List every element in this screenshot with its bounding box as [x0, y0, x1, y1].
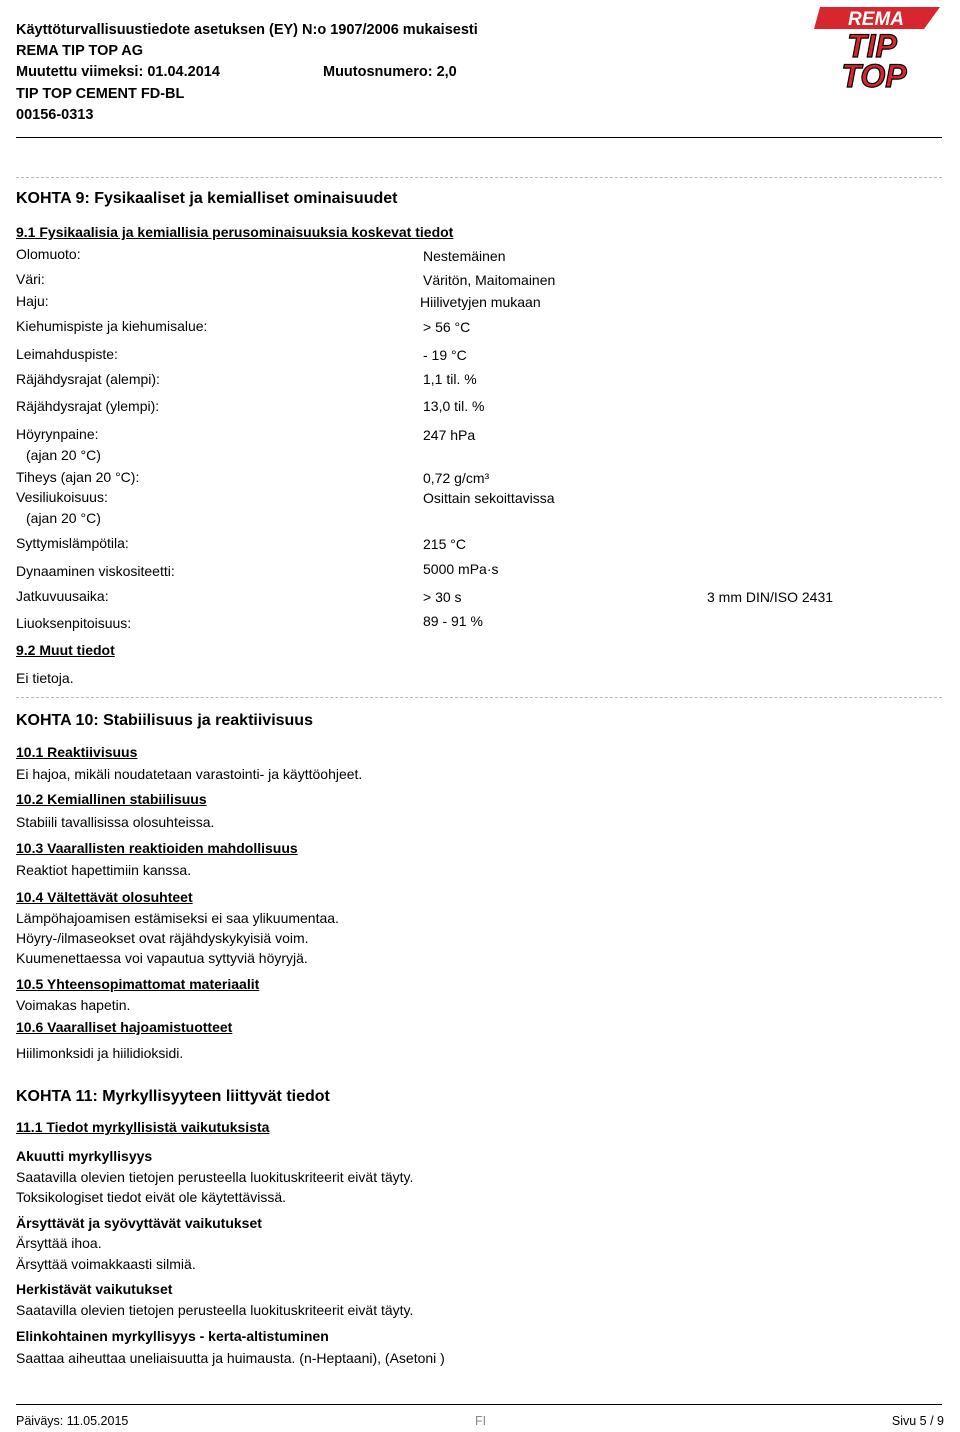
header-divider: [16, 137, 942, 138]
property-label: Räjähdysrajat (alempi):: [16, 371, 160, 387]
property-value: 89 - 91 %: [423, 613, 483, 629]
property-label: Kiehumispiste ja kiehumisalue:: [16, 318, 208, 334]
subsection-heading: 10.2 Kemiallinen stabiilisuus: [16, 791, 207, 807]
subsection-text: Kuumenettaessa voi vapautua syttyviä höyryjä.: [16, 950, 308, 966]
section-divider: [16, 697, 942, 698]
subsection-text: Lämpöhajoamisen estämiseksi ei saa ylikuumentaa.: [16, 910, 339, 926]
subsection-text: Ei hajoa, mikäli noudatetaan varastointi- ja käyttöohjeet.: [16, 766, 363, 782]
property-label: Tiheys (ajan 20 °C):: [16, 469, 140, 485]
footer-language: FI: [475, 1414, 487, 1428]
section-9-2-text: Ei tietoja.: [16, 670, 74, 686]
toxicity-heading: Herkistävät vaikutukset: [16, 1281, 173, 1297]
revision-number: Muutosnumero: 2,0: [323, 64, 457, 80]
toxicity-text: Toksikologiset tiedot eivät ole käytettävissä.: [16, 1189, 287, 1205]
subsection-heading: 10.4 Vältettävät olosuhteet: [16, 889, 193, 905]
property-label: Väri:: [16, 271, 45, 287]
property-value: - 19 °C: [423, 347, 467, 363]
property-value: 215 °C: [423, 536, 466, 552]
section-9-2-heading: 9.2 Muut tiedot: [16, 642, 115, 658]
property-label: Leimahduspiste:: [16, 346, 118, 362]
property-value: Nestemäinen: [423, 248, 506, 264]
property-label: (ajan 20 °C): [26, 447, 101, 463]
property-value: 5000 mPa·s: [423, 561, 499, 577]
property-label: Jatkuvuusaika:: [16, 588, 109, 604]
property-value: 13,0 til. %: [423, 398, 485, 414]
footer-date: Päiväys: 11.05.2015: [16, 1414, 129, 1428]
property-extra: 3 mm DIN/ISO 2431: [707, 589, 834, 605]
section-10-title: KOHTA 10: Stabiilisuus ja reaktiivisuus: [16, 712, 313, 729]
footer-divider: [16, 1404, 942, 1405]
property-label: Dynaaminen viskositeetti:: [16, 563, 175, 579]
subsection-heading: 10.6 Vaaralliset hajoamistuotteet: [16, 1019, 233, 1035]
property-value: Hiilivetyjen mukaan: [420, 294, 541, 310]
subsection-text: Stabiili tavallisissa olosuhteissa.: [16, 814, 215, 830]
property-value: > 56 °C: [423, 319, 471, 335]
property-value: 1,1 til. %: [423, 371, 477, 387]
property-label: Haju:: [16, 293, 49, 309]
property-value: Osittain sekoittavissa: [423, 490, 555, 506]
logo-bot-text: TOP: [841, 58, 907, 92]
product-code: 00156-0313: [16, 107, 94, 123]
property-label: Höyrynpaine:: [16, 426, 99, 442]
subsection-text: Hiilimonksidi ja hiilidioksidi.: [16, 1045, 184, 1061]
product-name: TIP TOP CEMENT FD-BL: [16, 86, 185, 102]
subsection-heading: 10.1 Reaktiivisuus: [16, 744, 138, 760]
document-title: Käyttöturvallisuustiedote asetuksen (EY) N:o 1907/2006 mukaisesti: [16, 22, 478, 38]
section-11-1-heading: 11.1 Tiedot myrkyllisistä vaikutuksista: [16, 1119, 270, 1135]
modified-date: Muutettu viimeksi: 01.04.2014: [16, 64, 220, 80]
toxicity-text: Saatavilla olevien tietojen perusteella luokituskriteerit eivät täyty.: [16, 1169, 414, 1185]
footer-page: Sivu 5 / 9: [891, 1414, 944, 1428]
property-label: Olomuoto:: [16, 246, 81, 262]
property-label: Syttymislämpötila:: [16, 535, 129, 551]
subsection-heading: 10.3 Vaarallisten reaktioiden mahdollisuus: [16, 840, 298, 856]
property-label: Liuoksenpitoisuus:: [16, 615, 132, 631]
toxicity-text: Ärsyttää voimakkaasti silmiä.: [16, 1256, 196, 1272]
subsection-text: Reaktiot hapettimiin kanssa.: [16, 862, 192, 878]
toxicity-heading: Ärsyttävät ja syövyttävät vaikutukset: [16, 1215, 262, 1231]
company-name: REMA TIP TOP AG: [16, 43, 144, 59]
section-divider: [16, 177, 942, 178]
property-label: Räjähdysrajat (ylempi):: [16, 398, 160, 414]
property-value: 0,72 g/cm³: [423, 470, 490, 486]
toxicity-heading: Akuutti myrkyllisyys: [16, 1148, 153, 1164]
toxicity-text: Ärsyttää ihoa.: [16, 1235, 102, 1251]
property-value: Väritön, Maitomainen: [423, 272, 556, 288]
section-9-1-heading: 9.1 Fysikaalisia ja kemiallisia perusominaisuuksia koskevat tiedot: [16, 224, 454, 240]
subsection-text: Höyry-/ilmaseokset ovat räjähdyskykyisiä voim.: [16, 930, 309, 946]
property-label: (ajan 20 °C): [26, 510, 101, 526]
toxicity-heading: Elinkohtainen myrkyllisyys - kerta-altistuminen: [16, 1328, 329, 1344]
logo-mid-text: TIP: [847, 28, 897, 64]
toxicity-text: Saatavilla olevien tietojen perusteella luokituskriteerit eivät täyty.: [16, 1302, 414, 1318]
property-value: 247 hPa: [423, 427, 476, 443]
subsection-text: Voimakas hapetin.: [16, 997, 131, 1013]
subsection-heading: 10.5 Yhteensopimattomat materiaalit: [16, 976, 260, 992]
rema-tip-top-logo: [812, 4, 944, 92]
property-value: > 30 s: [423, 589, 462, 605]
logo-top-text: REMA: [848, 9, 904, 30]
toxicity-text: Saattaa aiheuttaa uneliaisuutta ja huimausta. (n-Heptaani), (Asetoni ): [16, 1350, 445, 1366]
property-label: Vesiliukoisuus:: [16, 489, 108, 505]
section-11-title: KOHTA 11: Myrkyllisyyteen liittyvät tiedot: [16, 1088, 330, 1105]
section-9-title: KOHTA 9: Fysikaaliset ja kemialliset ominaisuudet: [16, 190, 398, 207]
